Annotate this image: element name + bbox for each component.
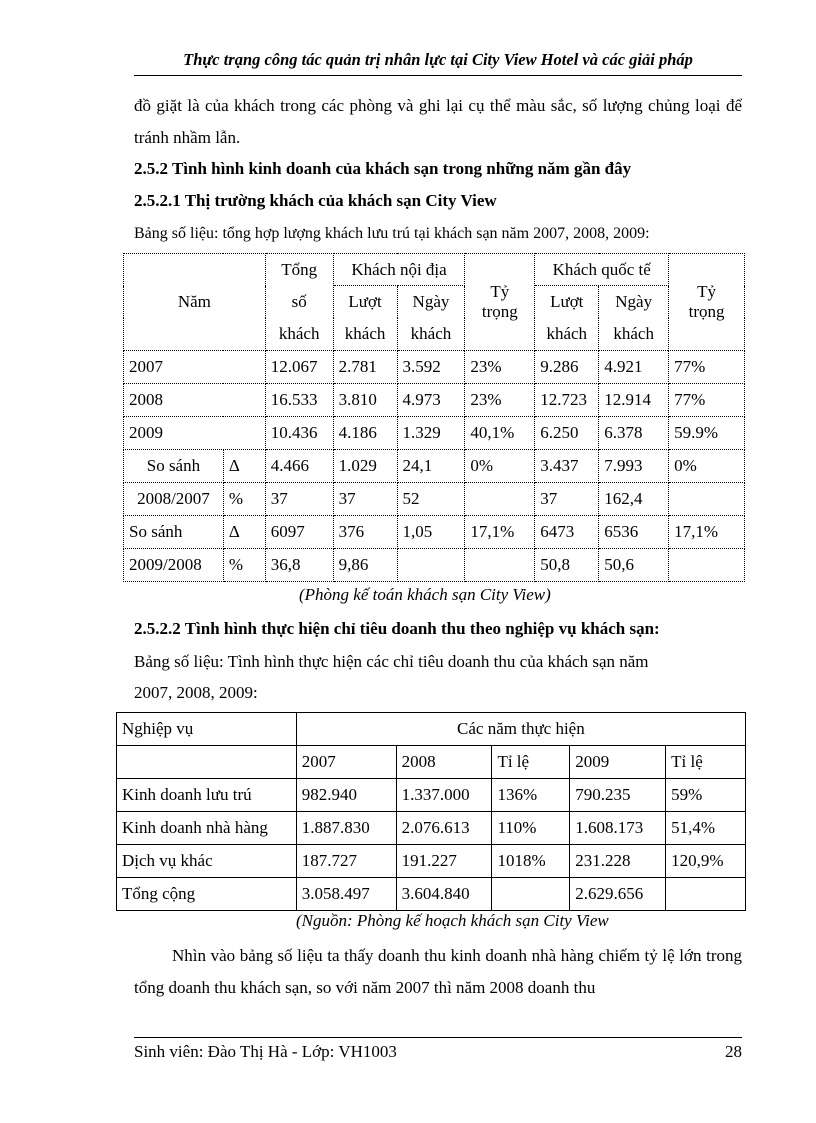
table-row: 2008 16.533 3.810 4.973 23% 12.723 12.914 77% bbox=[124, 384, 745, 417]
header-khach-noi-dia: Khách nội địa bbox=[333, 254, 465, 286]
header-khach-quoc-te: Khách quốc tế bbox=[535, 254, 669, 286]
table-row: Dịch vụ khác 187.727 191.227 1018% 231.228 120,9% bbox=[117, 845, 746, 878]
header-ngay-khach-qt: Ngày khách bbox=[599, 286, 669, 351]
header-ty-trong-quoc-te: Tỷ trọng bbox=[669, 254, 745, 351]
table-row: So sánh Δ 6097 376 1,05 17,1% 6473 6536 17,1% bbox=[124, 516, 745, 549]
table-row: Kinh doanh lưu trú 982.940 1.337.000 136% 790.235 59% bbox=[117, 779, 746, 812]
header-luot-khach-nd: Lượt khách bbox=[333, 286, 397, 351]
running-header: Thực trạng công tác quản trị nhân lực tại City View Hotel và các giải pháp bbox=[183, 50, 693, 69]
heading-2-5-2-2: 2.5.2.2 Tình hình thực hiện chỉ tiêu doanh thu theo nghiệp vụ khách sạn: bbox=[134, 619, 660, 638]
table-row: So sánh Δ 4.466 1.029 24,1 0% 3.437 7.993 0% bbox=[124, 450, 745, 483]
table-row: 2009/2008 % 36,8 9,86 50,8 50,6 bbox=[124, 549, 745, 582]
table-row: 2008/2007 % 37 37 52 37 162,4 bbox=[124, 483, 745, 516]
header-nam: Năm bbox=[124, 254, 266, 351]
table-row: 2007 2008 Tỉ lệ 2009 Tỉ lệ bbox=[117, 746, 746, 779]
table1-caption: Bảng số liệu: tổng hợp lượng khách lưu trú tại khách sạn năm 2007, 2008, 2009: bbox=[134, 225, 650, 242]
page-number: 28 bbox=[725, 1042, 742, 1061]
conclusion-paragraph: Nhìn vào bảng số liệu ta thấy doanh thu kinh doanh nhà hàng chiếm tỷ lệ lớn trong tổng doanh thu khách sạn, so với năm 2007 thì năm 2008 doanh thu bbox=[134, 946, 742, 997]
table-row: 2009 10.436 4.186 1.329 40,1% 6.250 6.378 59.9% bbox=[124, 417, 745, 450]
table-row: Tổng cộng 3.058.497 3.604.840 2.629.656 bbox=[117, 878, 746, 911]
table2-caption-line1: Bảng số liệu: Tình hình thực hiện các chỉ tiêu doanh thu của khách sạn năm bbox=[134, 652, 649, 671]
compare-label: 2008/2007 bbox=[124, 483, 224, 516]
table2-caption-line2: 2007, 2008, 2009: bbox=[134, 683, 258, 702]
footer-student: Sinh viên: Đào Thị Hà - Lớp: VH1003 bbox=[134, 1042, 397, 1061]
intro-paragraph: đồ giặt là của khách trong các phòng và ghi lại cụ thể màu sắc, số lượng chủng loại để tránh nhầm lẫn. bbox=[134, 96, 742, 147]
guest-table bbox=[123, 253, 745, 582]
compare-label: So sánh bbox=[124, 450, 224, 483]
table1-source: (Phòng kế toán khách sạn City View) bbox=[299, 585, 551, 604]
header-rule bbox=[134, 75, 742, 76]
page-footer bbox=[134, 1042, 742, 1062]
header-luot-khach-qt: Lượt khách bbox=[535, 286, 599, 351]
table2-source: (Nguồn: Phòng kế hoạch khách sạn City View bbox=[296, 911, 609, 930]
compare-label: So sánh bbox=[124, 516, 224, 549]
header-tong-so-khach: Tổng số khách bbox=[265, 254, 333, 351]
header-nghiep-vu: Nghiệp vụ bbox=[117, 713, 297, 746]
header-ngay-khach-nd: Ngày khách bbox=[397, 286, 465, 351]
header-cac-nam: Các năm thực hiện bbox=[296, 713, 745, 746]
table-row: 2007 12.067 2.781 3.592 23% 9.286 4.921 77% bbox=[124, 351, 745, 384]
heading-2-5-2-1: 2.5.2.1 Thị trường khách của khách sạn City View bbox=[134, 191, 497, 210]
footer-rule bbox=[134, 1037, 742, 1038]
revenue-table bbox=[116, 712, 746, 911]
table-row: Kinh doanh nhà hàng 1.887.830 2.076.613 110% 1.608.173 51,4% bbox=[117, 812, 746, 845]
header-ty-trong-noi-dia: Tỷ trọng bbox=[465, 254, 535, 351]
heading-2-5-2: 2.5.2 Tình hình kinh doanh của khách sạn trong những năm gần đây bbox=[134, 159, 632, 178]
compare-label: 2009/2008 bbox=[124, 549, 224, 582]
